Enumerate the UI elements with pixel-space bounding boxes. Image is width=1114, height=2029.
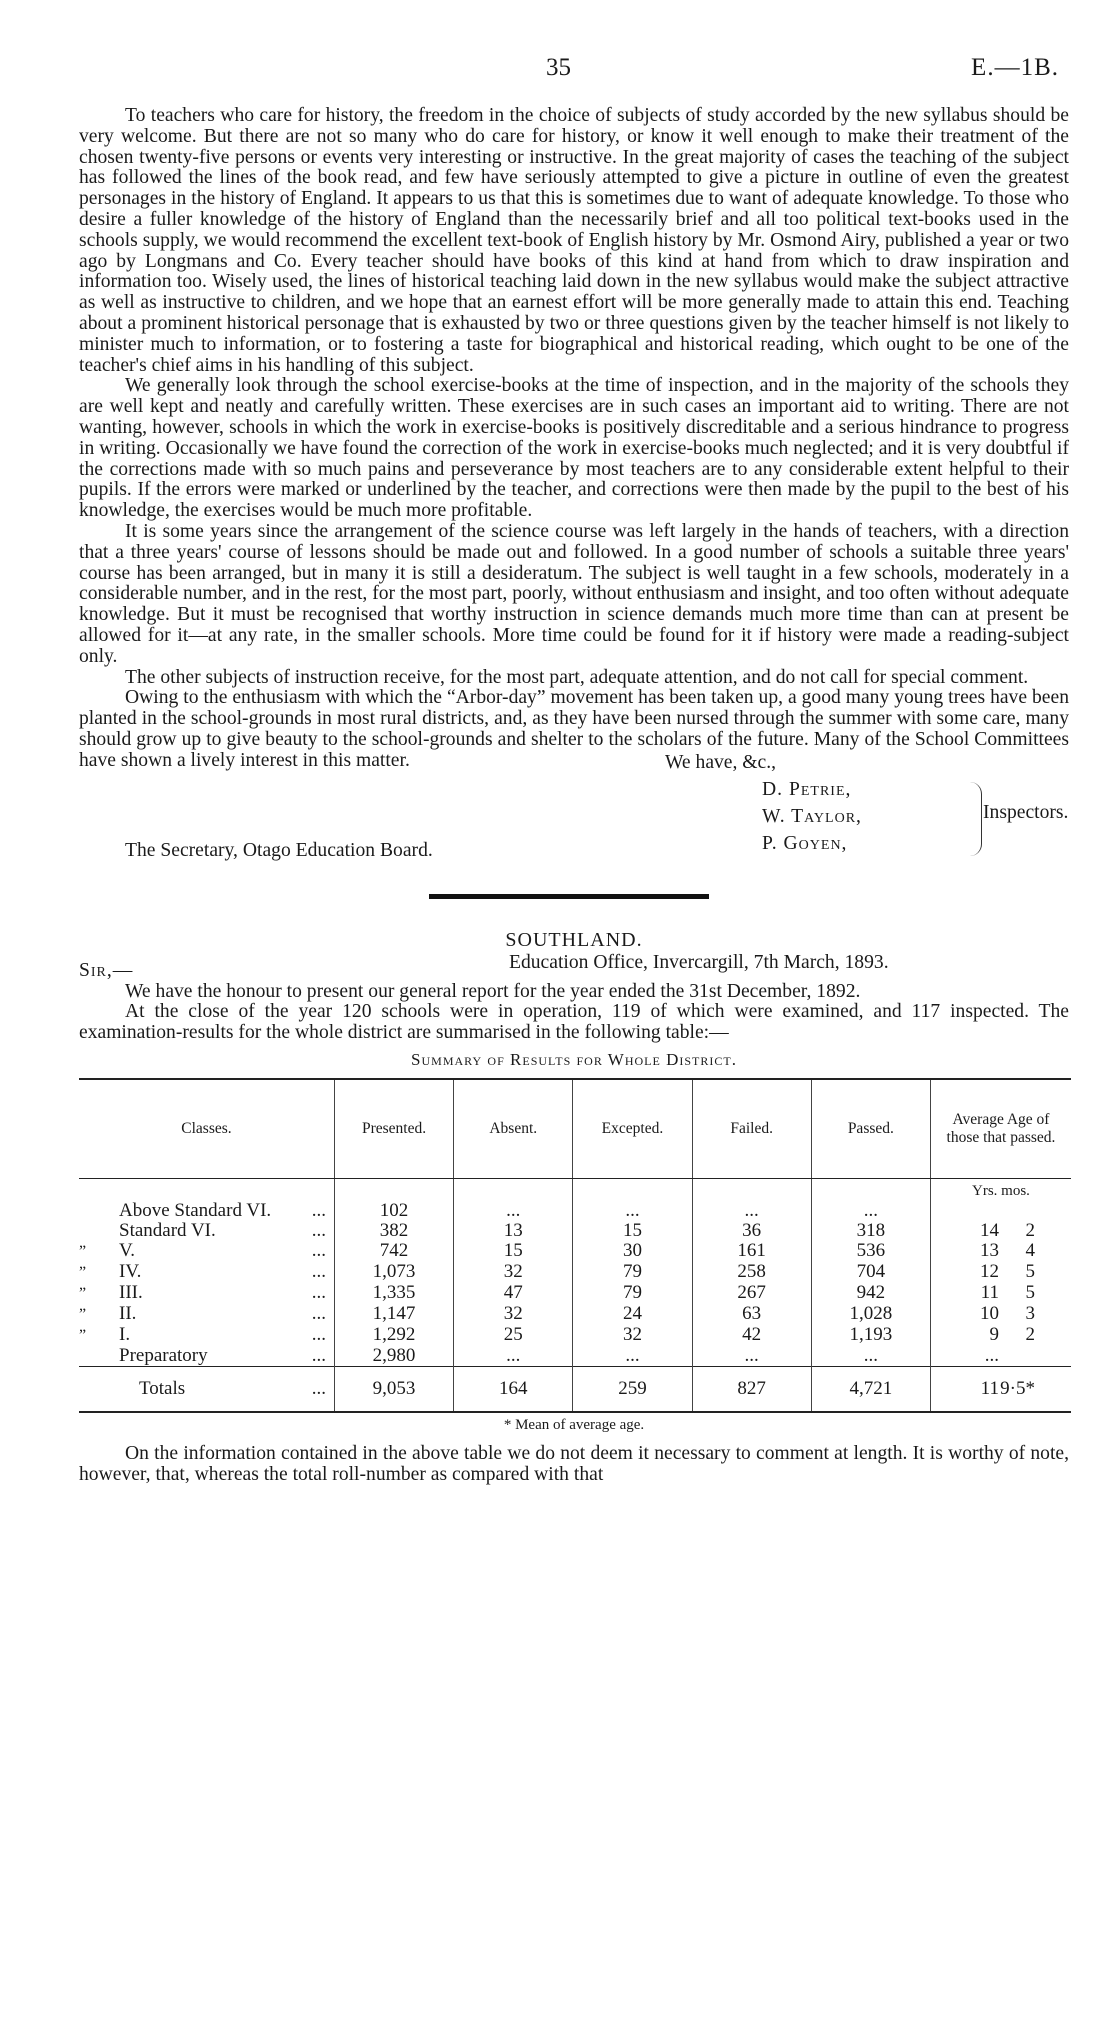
passed-cell: ... xyxy=(811,1201,930,1221)
class-label: Above Standard VI. xyxy=(119,1199,272,1221)
table-row xyxy=(79,1304,1071,1325)
age-years: 11 xyxy=(980,1282,999,1304)
presented-cell: 1,147 xyxy=(334,1304,453,1325)
class-label: Totals xyxy=(139,1377,186,1399)
average-age-cell xyxy=(930,1304,1071,1325)
average-age-cell xyxy=(930,1262,1071,1283)
absent-cell: 32 xyxy=(454,1262,573,1283)
paragraph-schools: At the close of the year 120 schools were in operation, 119 of which were examined, and 117 inspected. The examination-results for the whole district are summarised in the following table:— xyxy=(79,1001,1069,1044)
results-table xyxy=(79,1078,1071,1413)
age-months: 2 xyxy=(1025,1324,1035,1346)
presented-cell: 2,980 xyxy=(334,1346,453,1367)
months-unit: mos. xyxy=(1001,1182,1030,1199)
age-months: 9·5* xyxy=(1000,1377,1035,1399)
excepted-cell: 32 xyxy=(573,1325,692,1346)
column-header: Absent. xyxy=(454,1079,573,1179)
presented-cell: 1,292 xyxy=(334,1325,453,1346)
leader-dots: ... xyxy=(311,1239,326,1261)
age-years: 13 xyxy=(979,1240,999,1262)
paragraph-exercise-books: We generally look through the school exercise-books at the time of inspection, and in the majority of the schools they are well kept and neatly and carefully written. These exercises are in such cases an important aid to writing. There are not wanting, however, schools in which the work in exercise-books is positively discreditable and a serious hindrance to progress in writing. Occasionally we have found the correction of the work in exercise-books much neglected; and it is very doubtful if the corrections made with so much pains and perseverance by most teachers are to any considerable extent helpful to their pupils. If the errors were marked or underlined by the teacher, and corrections were then made by the pupil to the best of his knowledge, the exercises would be much more profitable. xyxy=(79,375,1069,522)
leader-dots: ... xyxy=(311,1302,326,1324)
inspectors-role: Inspectors. xyxy=(983,801,1069,823)
average-age-cell xyxy=(930,1346,1071,1367)
column-header: Passed. xyxy=(811,1079,930,1179)
excepted-cell: 79 xyxy=(573,1262,692,1283)
class-label: II. xyxy=(119,1302,137,1324)
failed-cell: ... xyxy=(692,1346,811,1367)
paragraph-arbor-day: Owing to the enthusiasm with which the “Arbor-day” movement has been taken up, a good many young trees have been planted in the school-grounds in most rural districts, and, as they have been nursed through the summer with some care, many should grow up to give beauty to the school-grounds and shelter to the scholars of the future. Many of the School Committees have shown a lively interest in this matter. xyxy=(79,687,1069,771)
paragraph-report-intro: We have the honour to present our general report for the year ended the 31st December, 1892. xyxy=(125,980,861,1002)
class-label: Standard VI. xyxy=(119,1219,216,1241)
leader-dots: ... xyxy=(311,1323,326,1345)
section-divider xyxy=(429,894,709,899)
failed-cell: 161 xyxy=(692,1241,811,1262)
presented-cell: 1,335 xyxy=(334,1283,453,1304)
passed-cell: ... xyxy=(811,1346,930,1367)
leader-dots: ... xyxy=(311,1344,326,1366)
ditto-mark: ” xyxy=(79,1326,87,1344)
table-title: Summary of Results for Whole District. xyxy=(411,1049,737,1069)
paragraph-other-subjects: The other subjects of instruction receive, for the most part, adequate attention, and do not call for special comment. xyxy=(125,666,1029,688)
presented-cell: 742 xyxy=(334,1241,453,1262)
paragraph-closing: On the information contained in the above table we do not deem it necessary to comment at length. It is worthy of note, however, that, whereas the total roll-number as compared with that xyxy=(79,1442,1069,1485)
table-row xyxy=(79,1325,1071,1346)
table-row xyxy=(79,1241,1071,1262)
passed-cell: 4,721 xyxy=(811,1366,930,1412)
age-years: 14 xyxy=(979,1219,999,1241)
average-age-cell xyxy=(930,1325,1071,1346)
failed-cell: 42 xyxy=(692,1325,811,1346)
age-months: 5 xyxy=(1025,1282,1035,1304)
presented-cell: 102 xyxy=(334,1201,453,1221)
column-header: Presented. xyxy=(334,1079,453,1179)
inspector-name: P. Goyen, xyxy=(762,832,848,854)
page-number: 35 xyxy=(546,54,571,81)
average-age-cell xyxy=(930,1366,1071,1412)
report-reference: E.—1B. xyxy=(971,54,1059,81)
class-label: III. xyxy=(119,1281,143,1303)
average-age-cell xyxy=(930,1201,1071,1221)
failed-cell: ... xyxy=(692,1201,811,1221)
excepted-cell: 79 xyxy=(573,1283,692,1304)
inspector-name: D. Petrie, xyxy=(762,778,852,800)
passed-cell: 1,028 xyxy=(811,1304,930,1325)
table-header-row xyxy=(79,1079,1071,1179)
average-age-cell xyxy=(930,1283,1071,1304)
table-footnote: * Mean of average age. xyxy=(503,1416,645,1433)
presented-cell: 382 xyxy=(334,1221,453,1241)
column-header: Average Age of those that passed. xyxy=(930,1079,1071,1179)
absent-cell: 164 xyxy=(454,1366,573,1412)
leader-dots: ... xyxy=(311,1281,326,1303)
average-age-cell xyxy=(930,1241,1071,1262)
addressee: The Secretary, Otago Education Board. xyxy=(125,839,433,861)
leader-dots: ... xyxy=(311,1260,326,1282)
excepted-cell: 259 xyxy=(573,1366,692,1412)
age-months: 4 xyxy=(1025,1240,1035,1262)
presented-cell: 9,053 xyxy=(334,1366,453,1412)
absent-cell: 47 xyxy=(454,1283,573,1304)
table-row xyxy=(79,1221,1071,1241)
leader-dots: ... xyxy=(311,1199,326,1221)
ditto-mark: ” xyxy=(79,1284,87,1302)
average-age-cell xyxy=(930,1221,1071,1241)
excepted-cell: 15 xyxy=(573,1221,692,1241)
passed-cell: 536 xyxy=(811,1241,930,1262)
letter-header xyxy=(79,952,1069,982)
absent-cell: 25 xyxy=(454,1325,573,1346)
failed-cell: 827 xyxy=(692,1366,811,1412)
age-months: 2 xyxy=(1025,1219,1035,1241)
table-row xyxy=(79,1201,1071,1221)
failed-cell: 258 xyxy=(692,1262,811,1283)
passed-cell: 1,193 xyxy=(811,1325,930,1346)
inspector-name: W. Taylor, xyxy=(762,805,862,827)
age-units-row xyxy=(79,1178,1071,1201)
class-label: V. xyxy=(119,1239,136,1261)
failed-cell: 63 xyxy=(692,1304,811,1325)
age-months: 3 xyxy=(1025,1303,1035,1325)
passed-cell: 942 xyxy=(811,1283,930,1304)
absent-cell: 32 xyxy=(454,1304,573,1325)
paragraph-history: To teachers who care for history, the freedom in the choice of subjects of study accorded by the new syllabus should be very welcome. But there are not so many who do care for history, or know it well enough to make their treatment of the chosen twenty-five persons or events very interesting or instructive. In the great majority of cases the teaching of the subject has followed the lines of the book read, and few have seriously attempted to give a picture in outline of even the greatest personages in the history of England. It appears to us that this is sometimes due to want of adequate knowledge. To those who desire a fuller knowledge of the history of England than the necessarily brief and all too political text-books used in the schools supply, we would recommend the excellent text-book of English history by Mr. Osmond Airy, published a year or two ago by Longmans and Co. Every teacher should have books of this kind at hand from which to draw inspiration and information too. Wisely used, the lines of historical teaching laid down in the new syllabus would make the subject attractive as well as instructive to children, and we hope that an earnest effort will be more generally made to attain this end. Teaching about a prominent historical personage that is exhausted by two or three questions given by the teacher himself is not likely to minister much to information, or to fostering a taste for biographical and historical reading, which ought to be one of the teacher's chief aims in his handling of this subject. xyxy=(79,105,1069,376)
age-years: 9 xyxy=(989,1324,999,1346)
brace xyxy=(967,782,982,856)
failed-cell: 36 xyxy=(692,1221,811,1241)
years-unit: Yrs. xyxy=(972,1182,998,1199)
inspector-names xyxy=(762,776,862,857)
leader-dots: ... xyxy=(311,1219,326,1241)
table-row xyxy=(79,1346,1071,1367)
column-header: Failed. xyxy=(692,1079,811,1179)
excepted-cell: 24 xyxy=(573,1304,692,1325)
absent-cell: 13 xyxy=(454,1221,573,1241)
age-years: 12 xyxy=(979,1261,999,1283)
class-label: Preparatory xyxy=(119,1344,208,1366)
passed-cell: 704 xyxy=(811,1262,930,1283)
absent-cell: ... xyxy=(454,1346,573,1367)
leader-dots: ... xyxy=(311,1377,326,1399)
class-label: IV. xyxy=(119,1260,142,1282)
excepted-cell: ... xyxy=(573,1346,692,1367)
salutation: Sir,— xyxy=(79,959,134,981)
age-years: ... xyxy=(984,1344,999,1366)
absent-cell: 15 xyxy=(454,1241,573,1262)
excepted-cell: 30 xyxy=(573,1241,692,1262)
ditto-mark: ” xyxy=(79,1263,87,1281)
ditto-mark: ” xyxy=(79,1305,87,1323)
closing-line: We have, &c., xyxy=(665,751,777,773)
office-date-line: Education Office, Invercargill, 7th March, 1893. xyxy=(509,951,889,973)
totals-row xyxy=(79,1366,1071,1412)
excepted-cell: ... xyxy=(573,1201,692,1221)
signature-block xyxy=(79,751,1069,880)
class-label: I. xyxy=(119,1323,131,1345)
ditto-mark: ” xyxy=(79,1242,87,1260)
paragraph-science: It is some years since the arrangement of the science course was left largely in the hands of teachers, with a direction that a three years' course of lessons should be made out and followed. In a good number of schools a suitable three years' course has been arranged, but in many it is still a desideratum. The subject is well taught in a few schools, moderately in a considerable number, and in the rest, for the most part, poorly, without enthusiasm and insight, and too often without adequate knowledge. But it must be recognised that worthy instruction in science demands much more time than can at present be allowed for it—at any rate, in the smaller schools. More time could be found for it if history were made a reading-subject only. xyxy=(79,520,1069,667)
body-text xyxy=(79,106,1069,1485)
table-row xyxy=(79,1262,1071,1283)
age-years: 10 xyxy=(979,1303,999,1325)
column-header: Classes. xyxy=(79,1079,334,1179)
age-months: 5 xyxy=(1025,1261,1035,1283)
age-years: 11 xyxy=(980,1377,999,1399)
table-row xyxy=(79,1283,1071,1304)
absent-cell: ... xyxy=(454,1201,573,1221)
failed-cell: 267 xyxy=(692,1283,811,1304)
column-header: Excepted. xyxy=(573,1079,692,1179)
presented-cell: 1,073 xyxy=(334,1262,453,1283)
passed-cell: 318 xyxy=(811,1221,930,1241)
section-heading: SOUTHLAND. xyxy=(505,928,643,951)
